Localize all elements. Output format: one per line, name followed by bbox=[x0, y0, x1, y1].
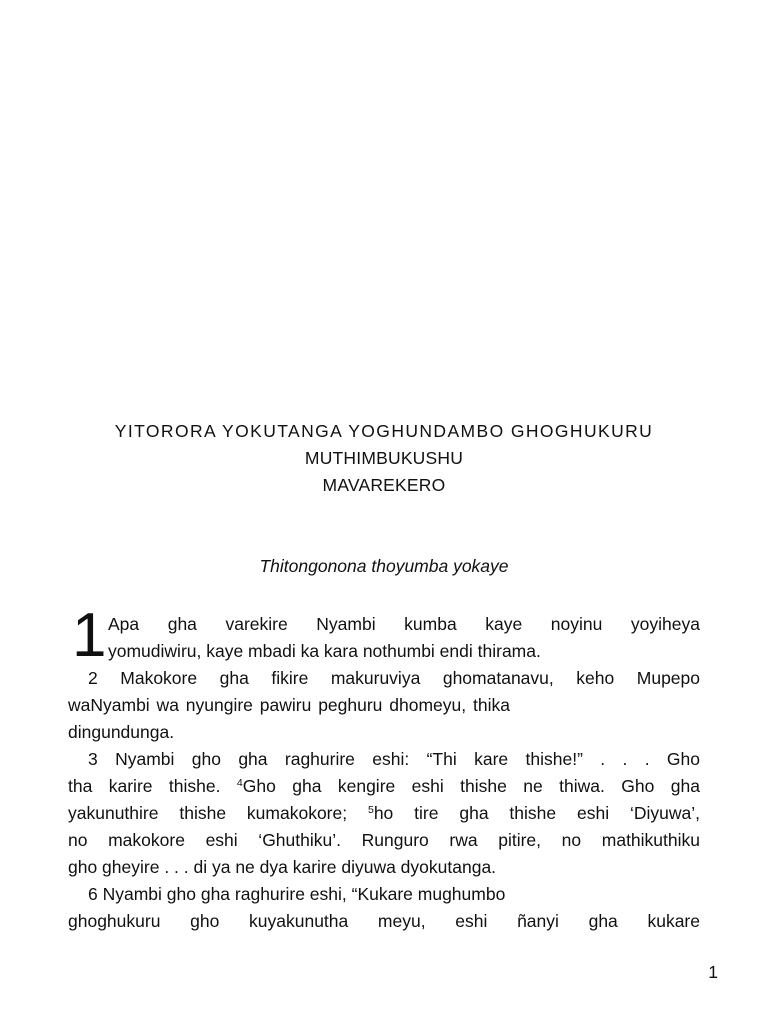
title-line-2: MUTHIMBUKUSHU bbox=[304, 448, 464, 468]
title-line-3: MAVAREKERO bbox=[322, 475, 446, 495]
body-line-11: 6 Nyambi gho gha raghurire eshi, “Kukare mughumbo bbox=[88, 884, 506, 904]
chapter-opening bbox=[68, 601, 700, 670]
section-heading: Thitongonona thoyumba yokaye bbox=[259, 556, 509, 576]
chapter-body bbox=[68, 601, 700, 935]
body-line-10: gho gheyire . . . di ya ne dya karire diyuwa dyokutanga. bbox=[68, 857, 497, 877]
verse-number-5: 5 bbox=[367, 804, 374, 816]
chapter-number: 1 bbox=[72, 601, 107, 670]
body-line-7-text-a: tha karire thishe. bbox=[68, 776, 221, 796]
body-line-8-text-b: ho tire gha thishe eshi ‘Diyuwa’, bbox=[373, 803, 700, 823]
body-line-7-text-b: Gho gha kengire eshi thishe ne thiwa. Gho gha bbox=[242, 776, 700, 796]
body-line-9: no makokore eshi ‘Ghuthiku’. Runguro rwa pitire, no mathikuthiku bbox=[68, 830, 700, 850]
title-line-1: YITORORA YOKUTANGA YOGHUNDAMBO GHOGHUKURU bbox=[114, 421, 654, 441]
body-line-2: yomudiwiru, kaye mbadi ka kara nothumbi endi thirama. bbox=[108, 641, 541, 661]
body-line-8 bbox=[68, 800, 700, 827]
body-line-8-text-a: yakunuthire thishe kumakokore; bbox=[68, 803, 348, 823]
body-line-1: Apa gha varekire Nyambi kumba kaye noyinu yoyiheya bbox=[108, 614, 700, 634]
body-line-7 bbox=[68, 773, 700, 800]
body-line-4: waNyambi wa nyungire pawiru peghuru dhomeyu, thika bbox=[68, 695, 510, 715]
body-line-12: ghoghukuru gho kuyakunutha meyu, eshi ñanyi gha kukare bbox=[68, 911, 700, 931]
book-title bbox=[0, 418, 768, 499]
body-line-6: 3 Nyambi gho gha raghurire eshi: “Thi kare thishe!” . . . Gho bbox=[88, 749, 700, 769]
body-line-5: dingundunga. bbox=[68, 722, 175, 742]
page-number: 1 bbox=[708, 962, 718, 982]
body-line-3: 2 Makokore gha fikire makuruviya ghomatanavu, keho Mupepo bbox=[88, 668, 700, 688]
verse-number-4: 4 bbox=[236, 777, 243, 789]
